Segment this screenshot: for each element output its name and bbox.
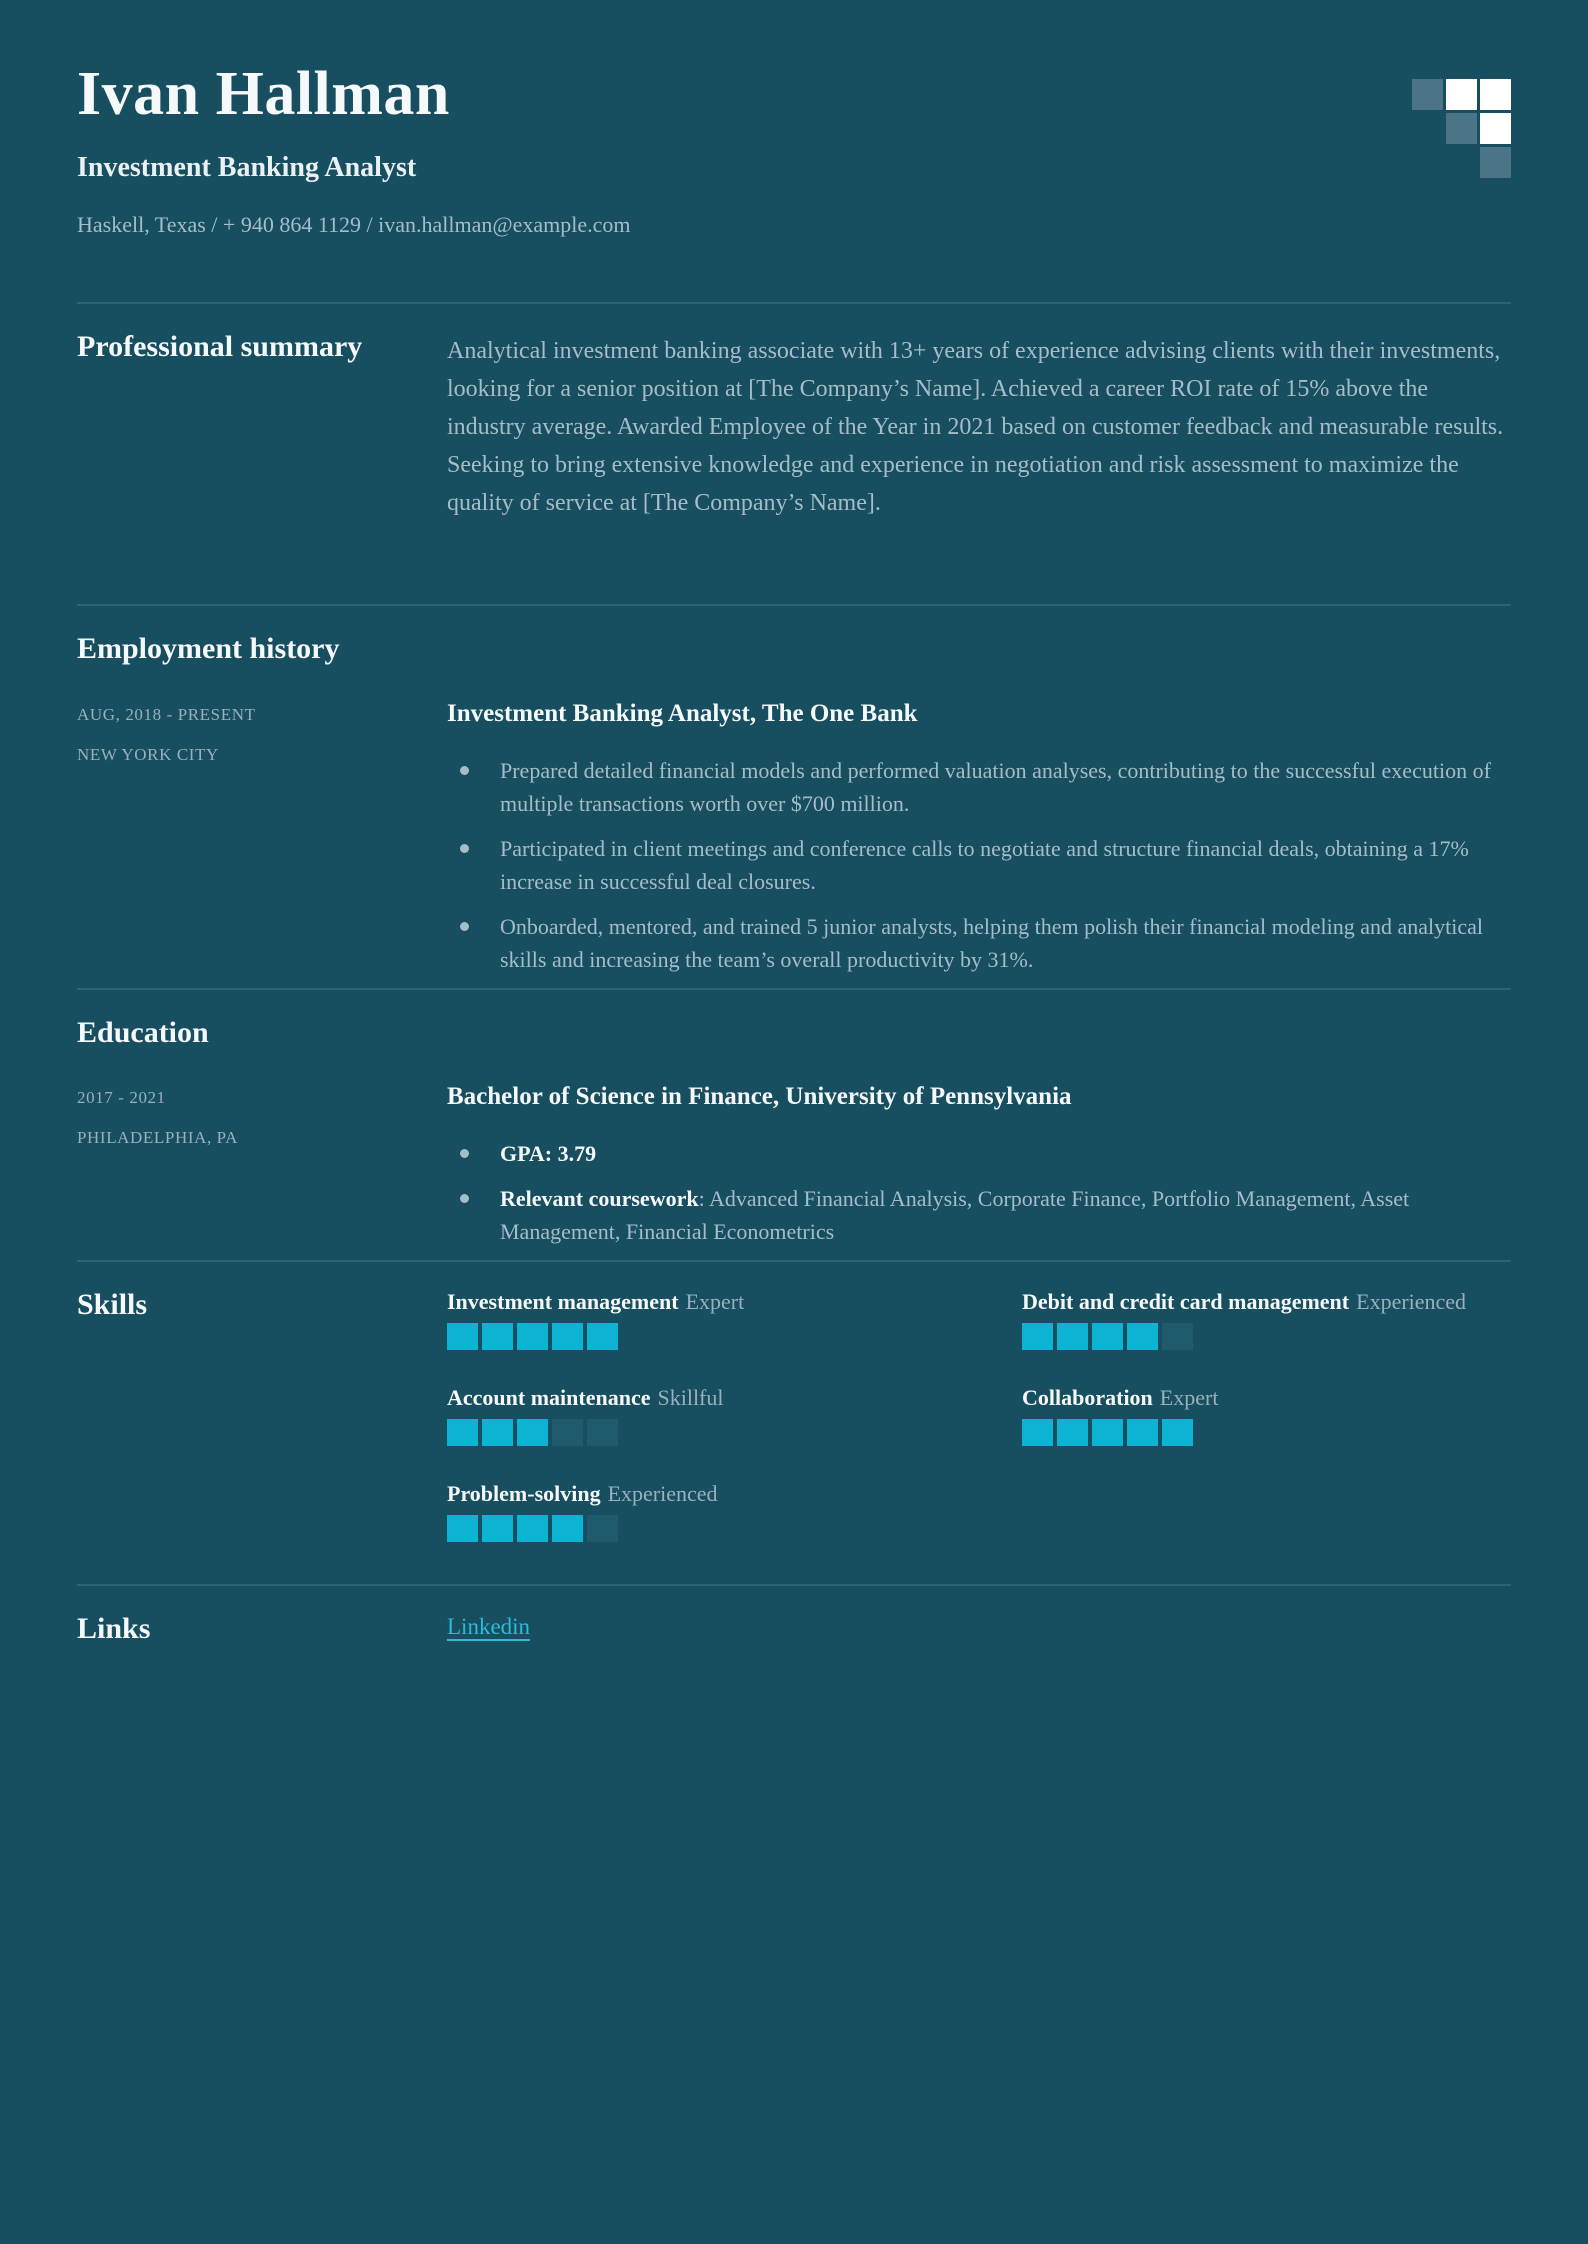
skill-level: Experienced <box>607 1481 718 1507</box>
skill-bar-segment-filled <box>1022 1323 1053 1350</box>
squares-grid-logo-icon <box>1412 79 1511 178</box>
skill-name: Problem-solving <box>447 1481 601 1507</box>
skill-bar-segment-filled <box>1057 1419 1088 1446</box>
professional-summary-text: Analytical investment banking associate with 13+ years of experience advising clients with their investments, looking for a senior position at [The Company’s Name]. Achieved a career ROI rate of 15% above the industry average. Awarded Employee of the Year in 2021 based on customer feedback and measurable results. Seeking to bring extensive knowledge and experience in negotiation and risk assessment to maximize the quality of service at [The Company’s Name]. <box>447 338 1504 517</box>
section-employment-history <box>77 604 1511 988</box>
skill-bar-segment-filled <box>482 1515 513 1542</box>
skill-bar-segment-filled <box>482 1323 513 1350</box>
logo-cell <box>1480 147 1511 178</box>
skill-bar-segment-filled <box>517 1419 548 1446</box>
skill-bar-segment-filled <box>1127 1323 1158 1350</box>
skill-bar-segment-filled <box>1162 1419 1193 1446</box>
skill-bar <box>1022 1323 1511 1350</box>
contact-line: Haskell, Texas / + 940 864 1129 / ivan.hallman@example.com <box>77 212 631 238</box>
section-professional-summary <box>77 302 1511 604</box>
skill-bar-segment-empty <box>552 1419 583 1446</box>
skill-name: Investment management <box>447 1289 679 1315</box>
skill-collaboration <box>1022 1384 1511 1446</box>
skill-bar-segment-filled <box>1022 1419 1053 1446</box>
education-location: PHILADELPHIA, PA <box>77 1128 239 1148</box>
skill-label <box>447 1384 936 1411</box>
skill-bar-segment-filled <box>447 1419 478 1446</box>
employment-entry <box>447 700 1511 988</box>
skill-level: Experienced <box>1356 1289 1467 1315</box>
skill-level: Expert <box>1159 1385 1219 1411</box>
skill-bar-segment-filled <box>1057 1323 1088 1350</box>
skill-label <box>1022 1288 1511 1315</box>
education-heading: Education <box>77 1015 209 1049</box>
employment-history-heading: Employment history <box>77 632 340 666</box>
skill-bar-segment-filled <box>1092 1419 1123 1446</box>
education-bullet <box>447 1137 1511 1170</box>
section-skills <box>77 1260 1511 1584</box>
education-bullet <box>447 1182 1511 1248</box>
education-dates: 2017 - 2021 <box>77 1088 166 1108</box>
skill-bar-segment-filled <box>447 1515 478 1542</box>
skills-heading: Skills <box>77 1288 148 1322</box>
skill-bar-segment-empty <box>1162 1323 1193 1350</box>
skill-problem-solving <box>447 1480 936 1542</box>
skill-bar-segment-empty <box>587 1515 618 1542</box>
gpa-label: GPA: 3.79 <box>500 1141 597 1167</box>
education-bullet-list <box>447 1137 1511 1248</box>
skill-bar <box>447 1323 936 1350</box>
employment-bullet: Onboarded, mentored, and trained 5 junior analysts, helping them polish their financial modeling and analytical skills and increasing the team’s overall productivity by 31%. <box>447 910 1511 976</box>
employment-location: NEW YORK CITY <box>77 744 219 764</box>
skill-account-maintenance <box>447 1384 936 1446</box>
skill-bar-segment-filled <box>1127 1419 1158 1446</box>
skill-bar-segment-filled <box>552 1515 583 1542</box>
skill-label <box>447 1288 936 1315</box>
skill-bar-segment-filled <box>517 1515 548 1542</box>
education-entry-title: Bachelor of Science in Finance, University of Pennsylvania <box>447 1083 1072 1111</box>
employment-dates: AUG, 2018 - PRESENT <box>77 704 256 724</box>
skill-bar-segment-filled <box>447 1323 478 1350</box>
skill-level: Skillful <box>657 1385 724 1411</box>
section-links <box>77 1584 1511 1648</box>
links-heading: Links <box>77 1612 151 1646</box>
skill-name: Account maintenance <box>447 1385 651 1411</box>
employment-bullet: Participated in client meetings and conference calls to negotiate and structure financial deals, obtaining a 17% increase in successful deal closures. <box>447 832 1511 898</box>
logo-cell <box>1480 79 1511 110</box>
skill-level: Expert <box>685 1289 745 1315</box>
coursework-label: Relevant coursework <box>500 1186 699 1212</box>
skill-debit-credit-card-management <box>1022 1288 1511 1350</box>
skill-bar-segment-filled <box>517 1323 548 1350</box>
education-meta <box>77 1083 447 1148</box>
skill-bar <box>447 1419 936 1446</box>
skill-bar <box>1022 1419 1511 1446</box>
candidate-job-title: Investment Banking Analyst <box>77 152 417 184</box>
resume-header <box>77 60 1511 302</box>
skill-label <box>1022 1384 1511 1411</box>
skill-bar-segment-filled <box>552 1323 583 1350</box>
section-education <box>77 988 1511 1261</box>
employment-entry-title: Investment Banking Analyst, The One Bank <box>447 699 918 727</box>
education-entry <box>447 1083 1511 1260</box>
skill-name: Debit and credit card management <box>1022 1289 1350 1315</box>
skill-bar-segment-empty <box>587 1419 618 1446</box>
skill-bar-segment-filled <box>482 1419 513 1446</box>
skill-name: Collaboration <box>1022 1385 1153 1411</box>
logo-cell <box>1480 113 1511 144</box>
skill-bar-segment-filled <box>587 1323 618 1350</box>
links-list <box>447 1610 1511 1640</box>
skill-investment-management <box>447 1288 936 1350</box>
logo-cell <box>1412 79 1443 110</box>
employment-meta <box>77 700 447 765</box>
logo-cell <box>1446 113 1477 144</box>
skill-label <box>447 1480 936 1507</box>
employment-bullet: Prepared detailed financial models and performed valuation analyses, contributing to the successful execution of multiple transactions worth over $700 million. <box>447 754 1511 820</box>
skill-bar-segment-filled <box>1092 1323 1123 1350</box>
employment-bullet-list <box>447 754 1511 976</box>
skills-grid <box>447 1286 1511 1542</box>
linkedin-link[interactable]: Linkedin <box>447 1614 531 1640</box>
professional-summary-heading: Professional summary <box>77 330 363 364</box>
coursework-list: : Advanced Financial Analysis, Corporate Finance, Portfolio Management, Asset Management, Financial Econometrics <box>500 1186 1410 1245</box>
skill-bar <box>447 1515 936 1542</box>
candidate-name: Ivan Hallman <box>77 60 450 128</box>
logo-cell <box>1446 79 1477 110</box>
